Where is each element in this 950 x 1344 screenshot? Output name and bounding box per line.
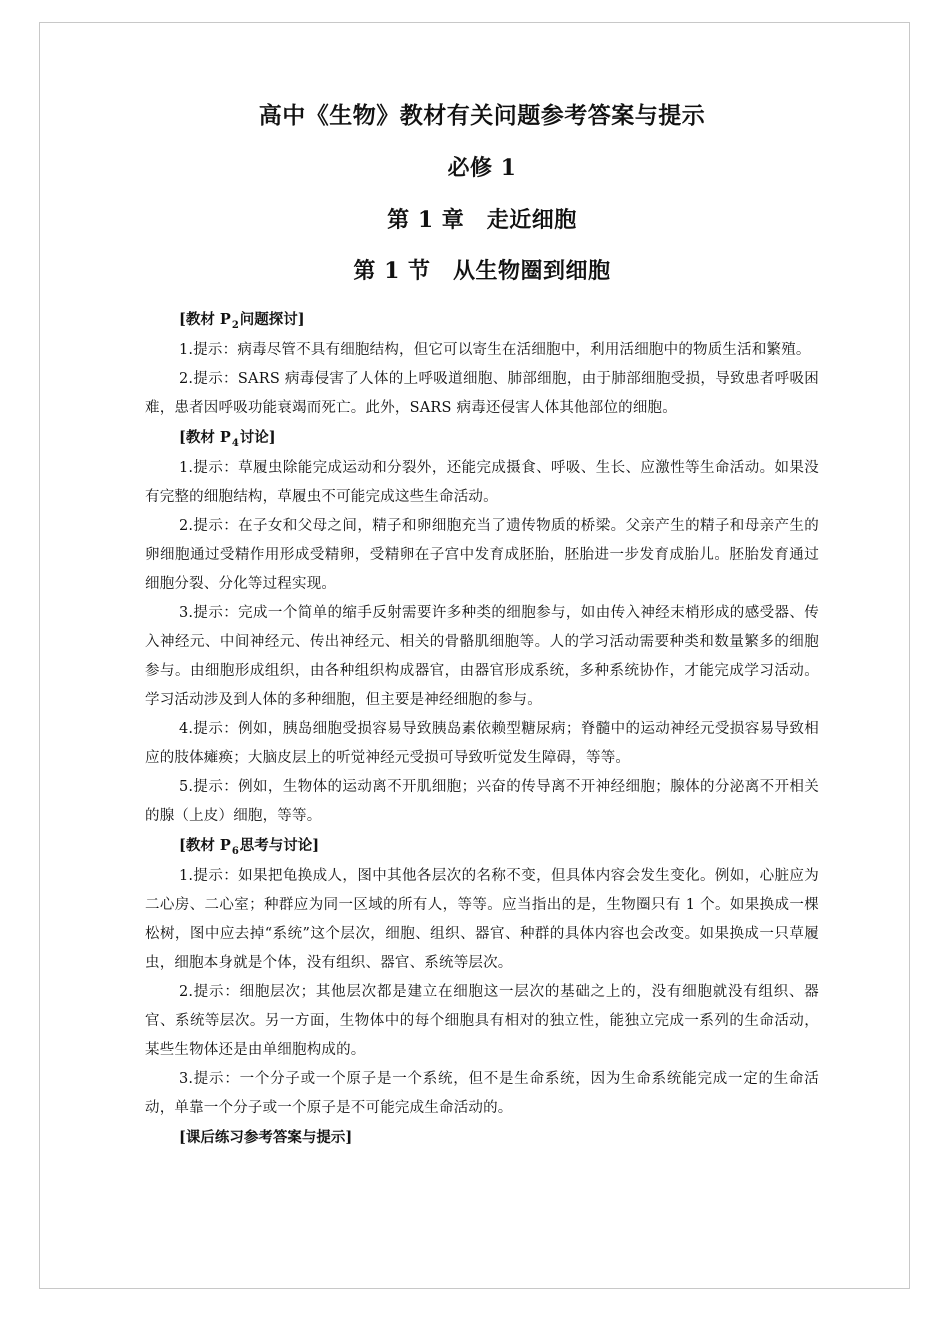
answer-paragraph: 1.提示：病毒尽管不具有细胞结构，但它可以寄生在活细胞中，利用活细胞中的物质生活和繁殖。	[179, 342, 811, 358]
section-label-prefix: [教材 P	[179, 311, 231, 328]
page-subscript: 4	[231, 438, 239, 449]
answer-paragraph: 2.提示：SARS 病毒侵害了人体的上呼吸道细胞、肺部细胞，由于肺部细胞受损，导致患者呼吸困难，患者因呼吸功能衰竭而死亡。此外，SARS 病毒还侵害人体其他部位的细胞。	[145, 371, 819, 416]
section-label-suffix: 思考与讨论]	[239, 837, 320, 854]
chapter-heading: 第 1 章 走近细胞	[387, 207, 577, 233]
page-subscript: 6	[231, 846, 239, 857]
section-label-prefix: [教材 P	[179, 429, 231, 446]
qa-section-p2	[145, 305, 819, 423]
section-label	[145, 1123, 819, 1152]
section-label-prefix: [课后练习参考答案与提示]	[179, 1129, 353, 1146]
answer-paragraph: 1.提示：草履虫除能完成运动和分裂外，还能完成摄食、呼吸、生长、应激性等生命活动。如果没有完整的细胞结构，草履虫不可能完成这些生命活动。	[145, 460, 819, 505]
section-label	[145, 423, 819, 454]
section-label-prefix: [教材 P	[179, 837, 231, 854]
answer-paragraph: 2.提示：在子女和父母之间，精子和卵细胞充当了遗传物质的桥梁。父亲产生的精子和母亲产生的卵细胞通过受精作用形成受精卵，受精卵在子宫中发育成胚胎，胚胎进一步发育成胎儿。胚胎发育通过细胞分裂、分化等过程实现。	[145, 518, 819, 592]
qa-section-exercises	[145, 1123, 819, 1152]
section-label-suffix: 问题探讨]	[239, 311, 305, 328]
section-label-suffix: 讨论]	[239, 429, 276, 446]
answer-paragraph: 4.提示：例如，胰岛细胞受损容易导致胰岛素依赖型糖尿病；脊髓中的运动神经元受损容易导致相应的肢体瘫痪；大脑皮层上的听觉神经元受损可导致听觉发生障碍，等等。	[145, 721, 819, 766]
answer-paragraph: 2.提示：细胞层次；其他层次都是建立在细胞这一层次的基础之上的，没有细胞就没有组织、器官、系统等层次。另一方面，生物体中的每个细胞具有相对的独立性，能独立完成一系列的生命活动，某些生物体还是由单细胞构成的。	[145, 984, 819, 1058]
qa-section-p6	[145, 831, 819, 1123]
page-subscript: 2	[231, 320, 239, 331]
answer-paragraph: 3.提示：一个分子或一个原子是一个系统，但不是生命系统，因为生命系统能完成一定的生命活动，单靠一个分子或一个原子是不可能完成生命活动的。	[145, 1071, 819, 1116]
answer-paragraph: 3.提示：完成一个简单的缩手反射需要许多种类的细胞参与，如由传入神经末梢形成的感受器、传入神经元、中间神经元、传出神经元、相关的骨骼肌细胞等。人的学习活动需要种类和数量繁多的细胞参与。由细胞形成组织，由各种组织构成器官，由器官形成系统，多种系统协作，才能完成学习活动。学习活动涉及到人体的多种细胞，但主要是神经细胞的参与。	[145, 605, 819, 708]
qa-section-p4	[145, 423, 819, 831]
answer-paragraph: 5.提示：例如，生物体的运动离不开肌细胞；兴奋的传导离不开神经细胞；腺体的分泌离不开相关的腺（上皮）细胞，等等。	[145, 779, 819, 824]
volume-heading: 必修 1	[447, 155, 517, 181]
section-label	[145, 305, 819, 336]
section-label	[145, 831, 819, 862]
document-body	[145, 100, 819, 1152]
answer-paragraph: 1.提示：如果把龟换成人，图中其他各层次的名称不变，但具体内容会发生变化。例如，心脏应为二心房、二心室；种群应为同一区域的所有人，等等。应当指出的是，生物圈只有 1 个。如果换成一棵松树，图中应去掉“系统”这个层次，细胞、组织、器官、种群的具体内容也会改变。如果换成一只草履虫，细胞本身就是个体，没有组织、器官、系统等层次。	[145, 868, 819, 971]
section-heading: 第 1 节 从生物圈到细胞	[353, 258, 611, 284]
document-title: 高中《生物》教材有关问题参考答案与提示	[258, 102, 706, 129]
